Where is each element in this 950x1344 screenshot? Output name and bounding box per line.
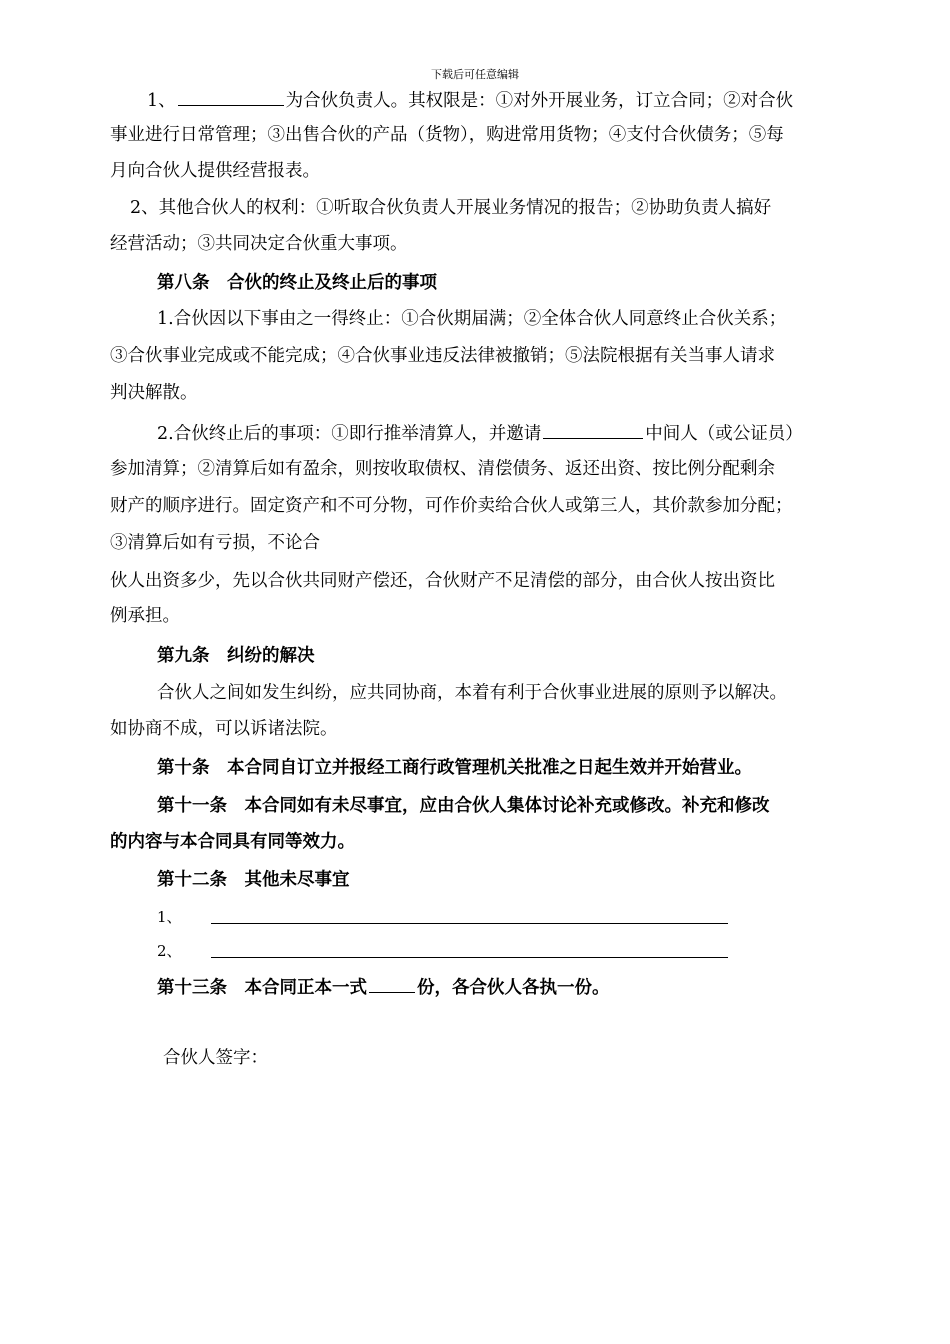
section-8-p2-line-4: ③清算后如有亏损，不论合 — [110, 533, 320, 553]
section-13-line — [157, 975, 610, 999]
section-8-p2-line-3: 财产的顺序进行。固定资产和不可分物，可作价卖给合伙人或第三人，其价款参加分配； — [110, 496, 793, 516]
section-8-p2-line-5: 伙人出资多少，先以合伙共同财产偿还，合伙财产不足清偿的部分，由合伙人按出资比 — [110, 571, 775, 591]
section-8-p2-line-2: 参加清算；②清算后如有盈余，则按收取债权、清偿债务、返还出资、按比例分配剩余 — [110, 459, 775, 479]
intermediary-blank[interactable] — [543, 421, 643, 439]
section-8-p1-line-3: 判决解散。 — [110, 383, 198, 403]
item-1-line-2: 事业进行日常管理；③出售合伙的产品（货物），购进常用货物；④支付合伙债务；⑤每 — [110, 125, 784, 145]
section-8-p2-line-1 — [157, 421, 803, 445]
section-12-item-2-line[interactable] — [211, 957, 728, 958]
item-2-line-2: 经营活动；③共同决定合伙重大事项。 — [110, 234, 408, 254]
section-11-line-2: 的内容与本合同具有同等效力。 — [110, 832, 355, 852]
section-13-text-b: 份，各合伙人各执一份。 — [417, 978, 610, 998]
section-9-heading: 第九条 纠纷的解决 — [157, 646, 315, 666]
section-13-text-a: 第十三条 本合同正本一式 — [157, 978, 367, 998]
header-note: 下载后可任意编辑 — [431, 68, 519, 81]
section-8-p2-text-b: 中间人（或公证员） — [645, 424, 803, 444]
section-12-heading: 第十二条 其他未尽事宜 — [157, 870, 350, 890]
section-8-p1-line-1: 1.合伙因以下事由之一得终止：①合伙期届满；②全体合伙人同意终止合伙关系； — [157, 309, 787, 329]
section-9-line-1: 合伙人之间如发生纠纷，应共同协商，本着有利于合伙事业进展的原则予以解决。 — [157, 683, 787, 703]
signature-label: 合伙人签字： — [163, 1048, 268, 1068]
item-1-text: 为合伙负责人。其权限是：①对外开展业务，订立合同；②对合伙 — [285, 91, 794, 111]
section-10-text: 第十条 本合同自订立并报经工商行政管理机关批准之日起生效并开始营业。 — [157, 758, 752, 778]
section-8-p1-line-2: ③合伙事业完成或不能完成；④合伙事业违反法律被撤销；⑤法院根据有关当事人请求 — [110, 346, 775, 366]
copies-count-blank[interactable] — [369, 975, 415, 993]
item-2-line-1: 2、其他合伙人的权利：①听取合伙负责人开展业务情况的报告；②协助负责人搞好 — [130, 198, 772, 218]
section-8-heading: 第八条 合伙的终止及终止后的事项 — [157, 273, 437, 293]
section-8-p2-text-a: 2.合伙终止后的事项：①即行推举清算人，并邀请 — [157, 424, 542, 444]
section-12-item-1-line[interactable] — [211, 923, 728, 924]
section-9-line-2: 如协商不成，可以诉诸法院。 — [110, 719, 338, 739]
responsible-person-blank[interactable] — [178, 88, 284, 106]
item-1-line-3: 月向合伙人提供经营报表。 — [110, 161, 320, 181]
section-11-line-1: 第十一条 本合同如有未尽事宜，应由合伙人集体讨论补充或修改。补充和修改 — [157, 796, 770, 816]
section-8-p2-line-6: 例承担。 — [110, 606, 180, 626]
section-12-item-1-label: 1、 — [157, 908, 182, 926]
item-1-line-1 — [147, 88, 793, 112]
section-12-item-2-label: 2、 — [157, 942, 182, 960]
item-1-prefix: 1、 — [147, 91, 176, 111]
